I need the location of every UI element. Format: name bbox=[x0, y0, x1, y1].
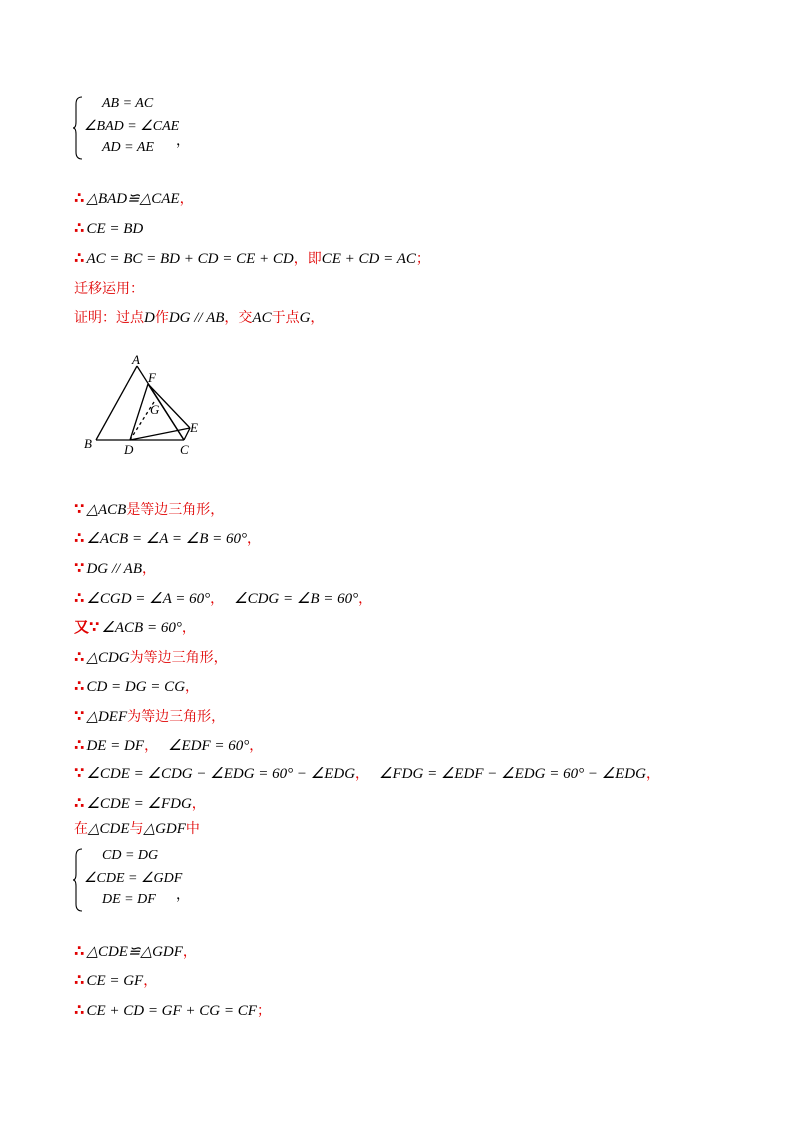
system2-comma: ， bbox=[176, 888, 190, 903]
punct: ； bbox=[256, 1003, 271, 1019]
label-e: E bbox=[190, 420, 198, 435]
therefore-symbol: ∴ bbox=[74, 648, 85, 666]
therefore-symbol: ∴ bbox=[74, 971, 85, 989]
punct: ， bbox=[247, 531, 262, 547]
therefore-symbol: ∴ bbox=[74, 1001, 85, 1019]
proof-intro-line bbox=[74, 308, 324, 328]
system1-comma: ， bbox=[176, 134, 190, 149]
therefore-symbol: ∴ bbox=[74, 529, 85, 547]
math-expr: DG // AB bbox=[86, 561, 142, 577]
punct: ， bbox=[142, 561, 156, 577]
red-text: 于点 bbox=[271, 310, 300, 326]
red-text: ， bbox=[210, 591, 225, 607]
punct: ， bbox=[293, 251, 308, 267]
proof-line bbox=[74, 558, 156, 578]
math-expr: △CDG bbox=[86, 650, 130, 666]
math-expr: △BAD≌△CAE bbox=[86, 191, 180, 207]
therefore-symbol: ∴ bbox=[74, 589, 85, 607]
math-expr: △CDE bbox=[88, 821, 130, 837]
red-text: ， bbox=[355, 766, 370, 782]
math-expr: △ACB bbox=[86, 502, 127, 518]
therefore-symbol: ∴ bbox=[74, 249, 85, 267]
therefore-symbol: ∵ bbox=[74, 500, 85, 518]
therefore-symbol: ∴ bbox=[74, 794, 85, 812]
math-expr: CE + CD = GF + CG = CF bbox=[86, 1003, 257, 1019]
proof-line bbox=[74, 706, 225, 726]
math-expr: ∠CGD = ∠A = 60° bbox=[86, 591, 211, 607]
label-f: F bbox=[148, 370, 156, 385]
red-text: 作 bbox=[154, 310, 169, 326]
math-expr: △CDE≌△GDF bbox=[86, 944, 183, 960]
math-expr: ∠FDG = ∠EDF − ∠EDG = 60° − ∠EDG bbox=[379, 766, 646, 782]
math-expr: CE = BD bbox=[86, 221, 144, 237]
math-expr: ∠ACB = ∠A = ∠B = 60° bbox=[86, 531, 248, 547]
proof-line bbox=[74, 970, 157, 990]
system2-row-3: DE = DF bbox=[102, 892, 156, 907]
therefore-symbol: ∵ bbox=[74, 559, 85, 577]
proof-line bbox=[74, 1000, 271, 1020]
red-text: 在 bbox=[74, 821, 88, 837]
proof-line bbox=[74, 188, 194, 208]
punct: ， bbox=[185, 679, 200, 695]
proof-line bbox=[74, 528, 261, 548]
label-g: G bbox=[150, 402, 160, 417]
left-brace-icon bbox=[72, 96, 84, 160]
proof-line bbox=[74, 218, 143, 238]
proof-line bbox=[74, 647, 228, 667]
proof-line bbox=[74, 499, 224, 519]
segment-de bbox=[130, 428, 190, 440]
therefore-symbol: ∴ bbox=[74, 677, 85, 695]
equation-system-2 bbox=[72, 848, 212, 914]
math-expr: ∠EDF = 60° bbox=[168, 738, 250, 754]
red-text: ，交 bbox=[224, 310, 253, 326]
punct: ， bbox=[181, 620, 196, 636]
system2-row-2: ∠CDE = ∠GDF bbox=[84, 871, 183, 886]
therefore-symbol: ∴ bbox=[74, 189, 85, 207]
math-expr: CE + CD = AC bbox=[321, 251, 416, 267]
punct: ， bbox=[645, 766, 660, 782]
math-expr: DE = DF bbox=[86, 738, 145, 754]
therefore-symbol: ∵ bbox=[74, 707, 85, 725]
red-text: 为等边三角形， bbox=[127, 709, 226, 725]
math-expr: G bbox=[299, 310, 311, 326]
proof-line bbox=[74, 735, 263, 755]
geometry-figure bbox=[80, 352, 220, 462]
section-heading bbox=[74, 279, 144, 299]
system1-row-2: ∠BAD = ∠CAE bbox=[84, 119, 180, 134]
label-d: D bbox=[124, 442, 134, 457]
proof-line bbox=[74, 763, 660, 783]
label-b: B bbox=[84, 436, 92, 451]
proof-line bbox=[74, 248, 430, 268]
punct: ； bbox=[415, 251, 430, 267]
math-expr: D bbox=[144, 310, 155, 326]
proof-line bbox=[74, 941, 197, 961]
math-expr: CD = DG = CG bbox=[86, 679, 186, 695]
equation-system-1 bbox=[72, 96, 212, 162]
therefore-symbol: ∴ bbox=[74, 219, 85, 237]
punct: ， bbox=[310, 310, 325, 326]
red-text: 中 bbox=[185, 821, 200, 837]
punct: ， bbox=[249, 738, 264, 754]
math-expr: ∠CDG = ∠B = 60° bbox=[234, 591, 359, 607]
red-text: 为等边三角形， bbox=[129, 650, 228, 666]
left-brace-icon bbox=[72, 848, 84, 912]
math-expr: ∠ACB = 60° bbox=[101, 620, 182, 636]
math-expr: AC bbox=[252, 310, 272, 326]
in-triangles-line bbox=[74, 819, 200, 839]
proof-prefix: 证明：过点 bbox=[74, 310, 144, 326]
math-expr: ∠CDE = ∠FDG bbox=[86, 796, 192, 812]
segment-ab bbox=[96, 366, 137, 440]
segment-df bbox=[130, 384, 148, 440]
system1-row-1: AB = AC bbox=[102, 96, 154, 111]
migration-heading: 迁移运用： bbox=[74, 281, 144, 297]
label-a: A bbox=[132, 352, 140, 367]
math-expr: AC = BC = BD + CD = CE + CD bbox=[86, 251, 294, 267]
system1-row-3: AD = AE bbox=[102, 140, 154, 155]
therefore-symbol: ∴ bbox=[74, 736, 85, 754]
label-c: C bbox=[180, 442, 189, 457]
punct: ， bbox=[143, 973, 158, 989]
math-expr: ∠CDE = ∠CDG − ∠EDG = 60° − ∠EDG bbox=[86, 766, 356, 782]
proof-line bbox=[74, 588, 372, 608]
math-expr: CE = GF bbox=[86, 973, 144, 989]
punct: ， bbox=[191, 796, 206, 812]
punct: ， bbox=[358, 591, 373, 607]
system2-row-1: CD = DG bbox=[102, 848, 159, 863]
math-expr: △GDF bbox=[143, 821, 186, 837]
therefore-symbol: 又∵ bbox=[74, 618, 100, 636]
red-text: ， bbox=[144, 738, 159, 754]
math-expr: DG // AB bbox=[168, 310, 225, 326]
punct: ， bbox=[179, 191, 194, 207]
therefore-symbol: ∴ bbox=[74, 942, 85, 960]
math-expr: △DEF bbox=[86, 709, 128, 725]
red-text: 与 bbox=[129, 821, 144, 837]
proof-line bbox=[74, 676, 199, 696]
proof-line bbox=[74, 793, 206, 813]
therefore-symbol: ∵ bbox=[74, 764, 85, 782]
red-text: 是等边三角形， bbox=[126, 502, 225, 518]
proof-line bbox=[74, 617, 196, 637]
punct: ， bbox=[182, 944, 197, 960]
red-text: 即 bbox=[307, 251, 322, 267]
